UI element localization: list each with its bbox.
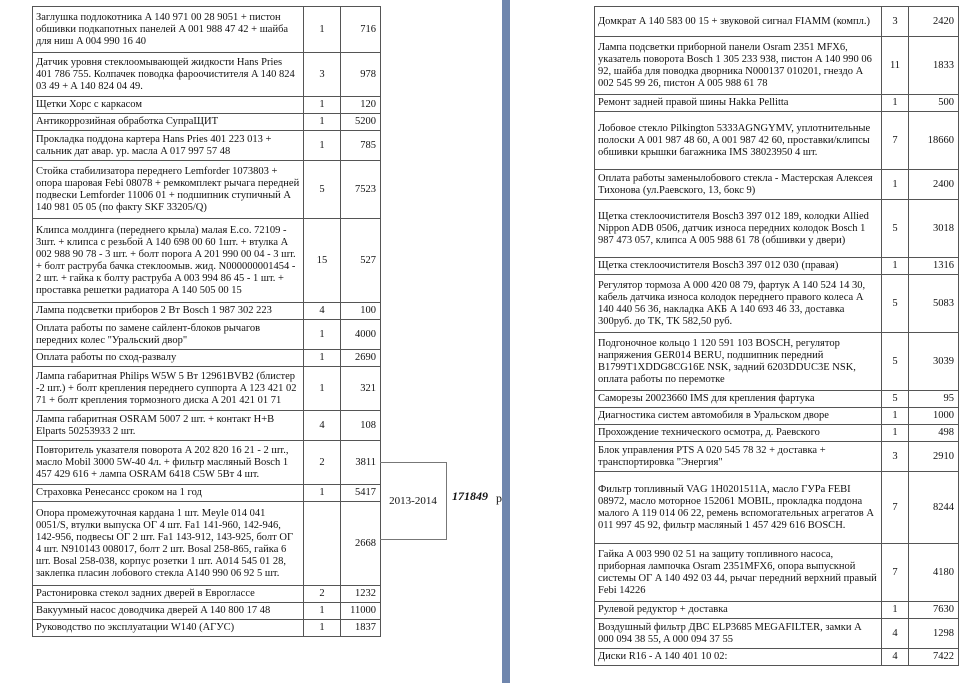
item-description: Лампа подсветки приборной панели Osram 2351 MFX6, указатель поворота Bosch 1 305 233 938, пистон A 140 990 06 92, шайба для поводка дворника N000137 010201, гнездо A 002 545 99 26, пистон A 005 988 61 78 [595,37,882,95]
table-row [33,441,381,485]
item-quantity: 4 [882,649,909,666]
item-price: 2910 [909,442,959,472]
item-description: Оплата работы заменылобового стекла - Мастерская Алексея Тихонова (ул.Раевского, 13, бокс 9) [595,170,882,200]
expense-table-right [594,6,959,666]
item-quantity: 4 [304,411,341,441]
item-price: 7630 [909,602,959,619]
item-price: 1298 [909,619,959,649]
item-price: 1316 [909,258,959,275]
item-price: 100 [341,303,381,320]
item-price: 18660 [909,112,959,170]
table-row [33,620,381,637]
item-description: Прохождение технического осмотра, д. Раевского [595,425,882,442]
table-row [595,472,959,544]
item-quantity: 4 [304,303,341,320]
item-price: 3039 [909,333,959,391]
item-quantity: 7 [882,472,909,544]
item-quantity: 1 [882,258,909,275]
table-row [33,219,381,303]
item-quantity: 3 [882,442,909,472]
item-quantity: 1 [304,131,341,161]
item-description: Заглушка подлокотника A 140 971 00 28 9051 + пистон обшивки подкапотных панелей A 001 988 47 42 + шайба для ниш A 004 990 16 40 [33,7,304,53]
item-price: 4180 [909,544,959,602]
table-row [595,408,959,425]
item-price: 120 [341,97,381,114]
currency-label: р [496,491,502,505]
item-price: 1232 [341,586,381,603]
item-price: 8244 [909,472,959,544]
item-price: 498 [909,425,959,442]
item-description: Регулятор тормоза A 000 420 08 79, фартук A 140 524 14 30, кабель датчика износа колодок переднего правого колеса A 140 440 56 36, накладка АКБ A 140 693 46 33, доставка 300руб. до ТК, ТК 582,50 руб. [595,275,882,333]
item-price: 5083 [909,275,959,333]
item-price: 1837 [341,620,381,637]
table-row [595,258,959,275]
item-quantity: 15 [304,219,341,303]
item-price: 3811 [341,441,381,485]
item-quantity: 1 [304,7,341,53]
item-description: Домкрат A 140 583 00 15 + звуковой сигнал FIAMM (компл.) [595,7,882,37]
item-quantity: 1 [882,170,909,200]
item-description: Страховка Ренесансс сроком на 1 год [33,485,304,502]
item-price: 11000 [341,603,381,620]
item-quantity: 2 [304,441,341,485]
item-quantity: 11 [882,37,909,95]
table-row [33,411,381,441]
item-quantity: 2 [304,586,341,603]
item-description: Растонировка стекол задних дверей в Евроглассе [33,586,304,603]
item-description: Ремонт задней правой шины Hakka Pellitta [595,95,882,112]
item-price: 321 [341,367,381,411]
item-quantity: 1 [304,485,341,502]
item-price: 2420 [909,7,959,37]
item-price: 716 [341,7,381,53]
table-row [595,333,959,391]
table-row [595,425,959,442]
table-row [33,320,381,350]
item-price: 978 [341,53,381,97]
item-quantity: 1 [304,603,341,620]
item-price: 5200 [341,114,381,131]
table-row [595,112,959,170]
item-price: 785 [341,131,381,161]
item-description: Диски R16 - A 140 401 10 02: [595,649,882,666]
item-description: Опора промежуточная кардана 1 шт. Meyle 014 041 0051/S, втулки выпуска ОГ 4 шт. Fa1 141-960, 142-946, 142-956, подвесы ОГ 2 шт. Fa1 143-912, 143-925, болт ОГ 4 шт. N910143 008017, болт 2 шт. Bosal 258-865, гайка 6 шт. Bosal 258-038, корпус розетки 1 шт. A014 545 01 28, заклепка пласин лобового стекла A140 990 06 92 5 шт. [33,502,304,586]
item-description: Саморезы 20023660 IMS для крепления фартука [595,391,882,408]
table-row [595,37,959,95]
item-quantity: 1 [304,320,341,350]
table-row [595,275,959,333]
item-description: Диагностика систем автомобиля в Уральском дворе [595,408,882,425]
item-price: 5417 [341,485,381,502]
item-quantity: 3 [882,7,909,37]
item-quantity: 5 [882,333,909,391]
item-quantity: 1 [882,602,909,619]
item-price: 1833 [909,37,959,95]
table-row [33,161,381,219]
expense-table-left [32,6,381,637]
table-row [595,95,959,112]
table-row [595,544,959,602]
item-description: Гайка A 003 990 02 51 на защиту топливного насоса, приборная лампочка Osram 2351MFX6, опора выпускной системы ОГ A 140 492 03 44, рычаг передний верхний правый Febi 14226 [595,544,882,602]
table-row [595,170,959,200]
item-description: Повторитель указателя поворота A 202 820 16 21 - 2 шт., масло Mobil 3000 5W-40 4л. + фильтр масляный Bosch 1 457 429 616 + лампа OSRAM 6418 C5W 5Вт 4 шт. [33,441,304,485]
table-row [33,53,381,97]
table-row [33,97,381,114]
item-price: 500 [909,95,959,112]
item-quantity: 1 [882,408,909,425]
period-cell: 2013-2014 [380,462,447,540]
item-description: Клипса молдинга (переднего крыла) малая E.co. 72109 - 3шт. + клипса с резьбой A 140 698 00 60 1шт. + втулка A 002 988 90 78 - 3 шт. + болт порога A 201 990 00 04 - 3 шт. + болт раструба бачка стеклоомыв. жид. N000000001454 - 2 шт. + гайка к болту раструба A 003 994 86 45 - 1 шт. + проставка решетки радиатора A 140 505 00 15 [33,219,304,303]
item-description: Датчик уровня стеклоомывающей жидкости Hans Pries 401 786 755. Колпачек поводка фароочистителя A 140 824 03 49 + A 140 824 04 49. [33,53,304,97]
item-description: Щетка стеклоочистителя Bosch3 397 012 030 (правая) [595,258,882,275]
item-description: Лампа габаритная Philips W5W 5 Вт 12961BVB2 (блистер -2 шт.) + болт крепления переднего суппорта A 123 421 02 71 + болт крепления тормозного диска A 201 421 01 71 [33,367,304,411]
item-quantity: 1 [882,425,909,442]
item-quantity: 1 [304,620,341,637]
item-quantity: 3 [304,53,341,97]
item-description: Рулевой редуктор + доставка [595,602,882,619]
item-price: 7523 [341,161,381,219]
item-price: 1000 [909,408,959,425]
item-description: Лампа подсветки приборов 2 Вт Bosch 1 987 302 223 [33,303,304,320]
item-price: 7422 [909,649,959,666]
item-quantity: 7 [882,544,909,602]
table-row [33,350,381,367]
item-quantity: 1 [882,95,909,112]
table-row [33,7,381,53]
item-price: 527 [341,219,381,303]
table-row [595,442,959,472]
item-price: 2690 [341,350,381,367]
item-price: 95 [909,391,959,408]
item-description: Оплата работы по замене сайлент-блоков рычагов передних колес "Уральский двор" [33,320,304,350]
total-amount: 171849 [452,489,488,503]
item-quantity: 1 [304,350,341,367]
table-row [595,649,959,666]
item-quantity: 4 [882,619,909,649]
item-quantity: 7 [882,112,909,170]
item-description: Вакуумный насос доводчика дверей A 140 800 17 48 [33,603,304,620]
item-description: Прокладка поддона картера Hans Pries 401 223 013 + сальник дат авар. ур. масла A 017 997 57 48 [33,131,304,161]
item-description: Антикоррозийная обработка СупраЩИТ [33,114,304,131]
page-gutter [502,0,510,683]
item-price: 3018 [909,200,959,258]
item-quantity: 1 [304,367,341,411]
item-quantity: 5 [304,161,341,219]
item-description: Стойка стабилизатора переднего Lemforder 1073803 + опора шаровая Febi 08078 + ремкомплект рычага передней подвески Lemforder 11006 01 + подшипник ступичный A 140 981 05 05 (по факту SKF 33205/Q) [33,161,304,219]
table-row [595,200,959,258]
item-quantity: 1 [304,114,341,131]
table-row [33,131,381,161]
table-row [33,586,381,603]
item-quantity: 5 [882,275,909,333]
item-quantity [304,502,341,586]
item-price: 2400 [909,170,959,200]
item-description: Фильтр топливный VAG 1H0201511A, масло ГУРа FEBI 08972, масло моторное 152061 MOBIL, прокладка поддона малого A 119 014 06 22, ремень вспомогательных агрегатов A 011 997 45 92, фильтр масляный 1 457 429 616 BOSCH. [595,472,882,544]
item-quantity: 5 [882,391,909,408]
item-description: Оплата работы по сход-развалу [33,350,304,367]
item-price: 2668 [341,502,381,586]
item-price: 4000 [341,320,381,350]
table-row [33,367,381,411]
table-row [595,7,959,37]
table-row [33,114,381,131]
item-description: Блок управления PTS A 020 545 78 32 + доставка + транспортировка "Энергия" [595,442,882,472]
item-description: Лобовое стекло Pilkington 5333AGNGYMV, уплотнительные полоски A 001 987 48 60, A 001 987 42 60, проставки/клипсы обшивки крышки багажника IMS 38023950 4 шт. [595,112,882,170]
table-row [33,603,381,620]
table-row [595,602,959,619]
item-description: Подгоночное кольцо 1 120 591 103 BOSCH, регулятор напряжения GER014 BERU, подшипник передний B1799T1XDDG8CG16E NSK, задний 6203DDUC3E NSK, оплата работы по перемотке [595,333,882,391]
item-description: Воздушный фильтр ДВС ELP3685 MEGAFILTER, замки A 000 094 38 55, A 000 094 37 55 [595,619,882,649]
table-row [33,485,381,502]
item-description: Щетка стеклоочистителя Bosch3 397 012 189, колодки Allied Nippon ADB 0506, датчик износа передних колодок Bosch 1 987 473 057, клипса A 005 988 61 78 (обшивки у двери) [595,200,882,258]
item-description: Руководство по эксплуатации W140 (АГУС) [33,620,304,637]
item-quantity: 1 [304,97,341,114]
table-row [595,391,959,408]
document-page-right [510,0,960,683]
table-row [595,619,959,649]
item-quantity: 5 [882,200,909,258]
item-description: Лампа габаритная OSRAM 5007 2 шт. + контакт H+B Elparts 50253933 2 шт. [33,411,304,441]
table-row [33,303,381,320]
item-description: Щетки Хорс с каркасом [33,97,304,114]
table-row [33,502,381,586]
item-price: 108 [341,411,381,441]
